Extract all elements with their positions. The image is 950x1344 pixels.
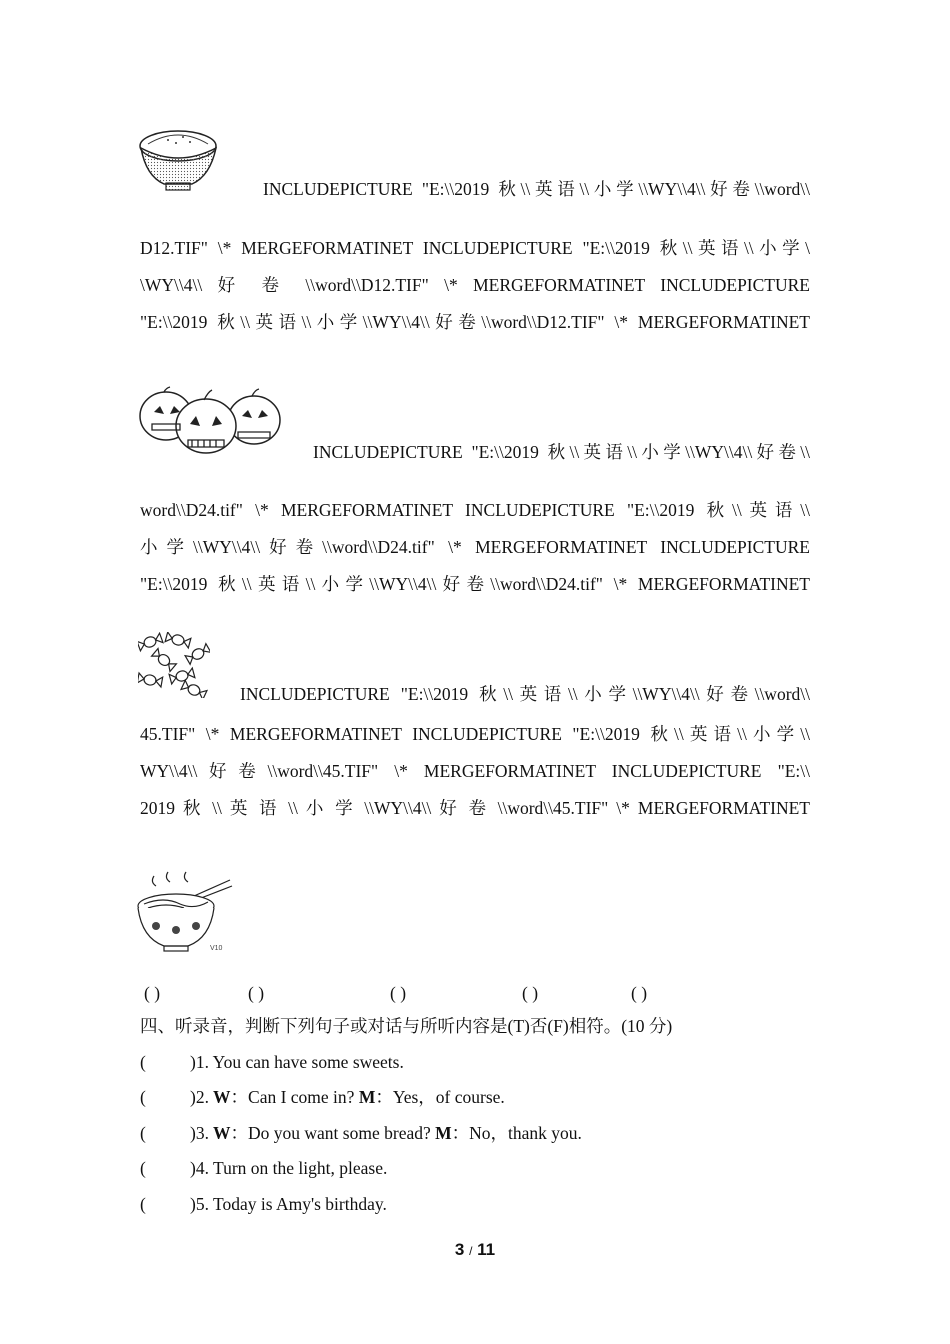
field-code-line: "E:\\2019 秋\\英语\\小学\\WY\\4\\好卷\\word\\D24.tif" \* MERGEFORMATINET <box>140 574 810 594</box>
total-pages: 11 <box>477 1240 496 1259</box>
field-code-line: 45.TIF" \* MERGEFORMATINET INCLUDEPICTURE "E:\\2019 秋\\英语\\小学\\ <box>140 724 810 744</box>
question-number: )1. <box>190 1052 209 1072</box>
answer-blank[interactable]: ( ) <box>248 983 265 1003</box>
field-group-3-body <box>140 716 810 827</box>
question-number: )4. <box>190 1158 209 1178</box>
field-group-1-body <box>140 230 810 341</box>
question-item <box>140 1118 582 1148</box>
field-code-line: 小学\\WY\\4\\好卷\\word\\D24.tif" \* MERGEFORMATINET INCLUDEPICTURE <box>140 537 810 557</box>
field-code-line: "E:\\2019 秋\\英语\\小学\\WY\\4\\好卷\\word\\D12.TIF" \* MERGEFORMATINET <box>140 312 810 332</box>
svg-text:V10: V10 <box>210 945 223 952</box>
question-number: )5. <box>190 1194 209 1214</box>
speaker-label: W <box>208 1123 231 1143</box>
answer-blank[interactable]: ( <box>140 1052 146 1072</box>
field-code-line: INCLUDEPICTURE "E:\\2019 秋\\英语\\小学\\WY\\4\\好卷\\word\\ <box>263 179 810 199</box>
question-number: )3. <box>190 1123 209 1143</box>
answer-blank[interactable]: ( ) <box>390 983 407 1003</box>
field-code-line: D12.TIF" \* MERGEFORMATINET INCLUDEPICTURE "E:\\2019 秋\\英语\\小学\ <box>140 238 810 258</box>
field-code-line: WY\\4\\好卷\\word\\45.TIF" \* MERGEFORMATINET INCLUDEPICTURE "E:\\ <box>140 761 810 781</box>
section-heading: 四、听录音，判断下列句子或对话与所听内容是(T)否(F)相符。(10 分) <box>140 1016 673 1036</box>
speaker-label: M <box>358 1087 376 1107</box>
field-group-1 <box>140 171 810 208</box>
question-text: Today is Amy's birthday. <box>208 1194 387 1214</box>
question-text: ：Do you want some bread? <box>230 1123 436 1143</box>
field-group-2 <box>140 434 810 471</box>
answer-blank[interactable]: ( ) <box>144 983 161 1003</box>
question-text: Turn on the light, please. <box>208 1158 388 1178</box>
question-text: ：Can I come in? <box>230 1087 359 1107</box>
question-number: )2. <box>190 1087 209 1107</box>
question-text: ：No，thank you. <box>451 1123 582 1143</box>
noodle-bowl-icon <box>134 866 234 954</box>
field-code-line: INCLUDEPICTURE "E:\\2019 秋\\英语\\小学\\WY\\4\\好卷\\ <box>313 442 810 462</box>
answer-blank[interactable]: ( ) <box>631 983 648 1003</box>
field-group-3 <box>140 676 810 713</box>
field-group-2-body <box>140 492 810 603</box>
page-separator: / <box>469 1244 473 1258</box>
speaker-label: M <box>435 1123 452 1143</box>
answer-blank[interactable]: ( <box>140 1194 146 1214</box>
answer-blank[interactable]: ( <box>140 1123 146 1143</box>
field-code-line: \WY\\4\\ 好 卷 \\word\\D12.TIF" \* MERGEFORMATINET INCLUDEPICTURE <box>140 275 810 295</box>
answer-blank[interactable]: ( <box>140 1087 146 1107</box>
answer-blank[interactable]: ( <box>140 1158 146 1178</box>
answer-blank[interactable]: ( ) <box>522 983 539 1003</box>
question-item <box>140 1189 387 1219</box>
question-text: You can have some sweets. <box>208 1052 404 1072</box>
field-code-line: INCLUDEPICTURE "E:\\2019 秋\\英语\\小学\\WY\\4\\好卷\\word\\ <box>240 684 810 704</box>
question-item <box>140 1047 404 1077</box>
current-page: 3 <box>454 1240 465 1259</box>
question-item <box>140 1153 387 1183</box>
question-text: ：Yes，of course. <box>375 1087 505 1107</box>
page-number <box>0 1240 950 1260</box>
field-code-line: 2019 秋 \\ 英 语 \\ 小 学 \\WY\\4\\ 好 卷 \\word\\45.TIF" \* MERGEFORMATINET <box>140 798 810 818</box>
field-code-line: word\\D24.tif" \* MERGEFORMATINET INCLUDEPICTURE "E:\\2019 秋\\英语\\ <box>140 500 810 520</box>
speaker-label: W <box>208 1087 231 1107</box>
question-item <box>140 1082 505 1112</box>
